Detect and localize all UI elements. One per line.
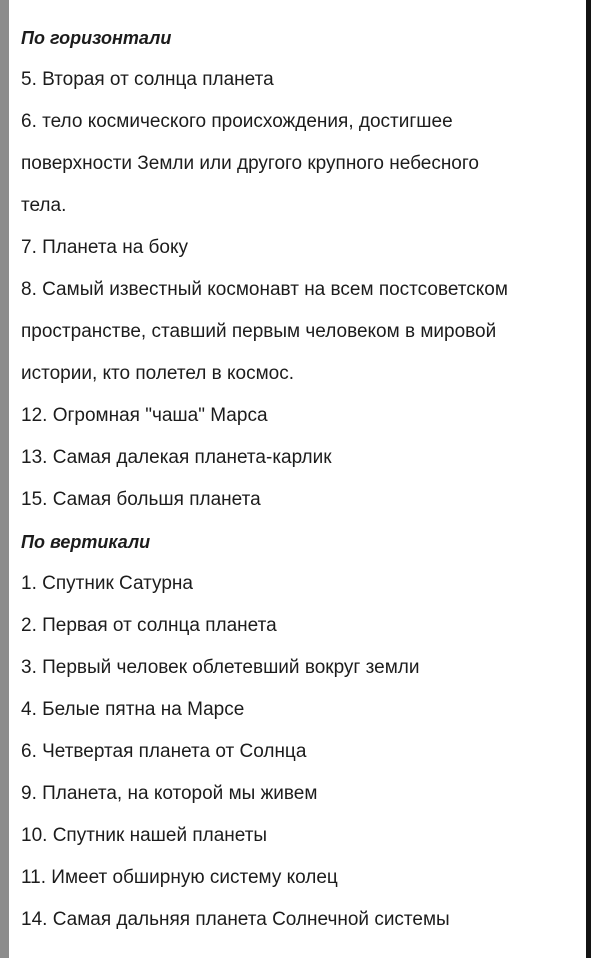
- clue-line: 6. тело космического происхождения, достигшее: [21, 111, 453, 132]
- clue-line: 6. Четвертая планета от Солнца: [21, 741, 307, 762]
- crossword-clues: [21, 17, 581, 941]
- heading-horizontal: По горизонтали: [21, 28, 172, 48]
- clue-line: 12. Огромная "чаша" Марса: [21, 405, 268, 426]
- clue-line: 11. Имеет обширную систему колец: [21, 867, 338, 888]
- clue-line: 14. Самая дальняя планета Солнечной системы: [21, 909, 450, 930]
- clue-line: 1. Спутник Сатурна: [21, 573, 193, 594]
- document-page: [9, 0, 586, 958]
- page-edge-border: [586, 0, 591, 958]
- clue-line: пространстве, ставший первым человеком в мировой: [21, 321, 497, 342]
- clue-line: 13. Самая далекая планета-карлик: [21, 447, 332, 468]
- clue-line: тела.: [21, 195, 67, 216]
- clue-line: поверхности Земли или другого крупного небесного: [21, 153, 479, 174]
- clue-line: 9. Планета, на которой мы живем: [21, 783, 318, 804]
- heading-vertical: По вертикали: [21, 532, 151, 552]
- clue-line: 7. Планета на боку: [21, 237, 189, 258]
- clue-line: 2. Первая от солнца планета: [21, 615, 277, 636]
- clue-line: 8. Самый известный космонавт на всем постсоветском: [21, 279, 508, 300]
- clue-line: 5. Вторая от солнца планета: [21, 69, 274, 90]
- clue-line: 10. Спутник нашей планеты: [21, 825, 268, 846]
- clue-line: 4. Белые пятна на Марсе: [21, 699, 245, 720]
- clue-line: 15. Самая большя планета: [21, 489, 261, 510]
- clue-line: 3. Первый человек облетевший вокруг земли: [21, 657, 420, 678]
- clue-line: истории, кто полетел в космос.: [21, 363, 295, 384]
